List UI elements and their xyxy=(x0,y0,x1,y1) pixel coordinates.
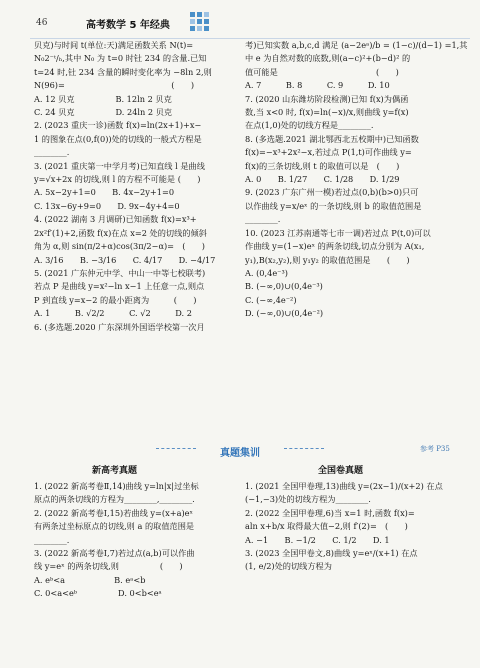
page-number: 46 xyxy=(36,18,48,28)
text-line: A. 12 贝克 B. 12ln 2 贝克 xyxy=(34,93,172,104)
text-line: 值可能是 ( ) xyxy=(245,66,399,77)
text-line: 9. (2023 广东广州一模)若过点(0,b)(b>0)只可 xyxy=(245,187,419,198)
subheading-national: 全国卷真题 xyxy=(318,466,364,476)
section-banner xyxy=(150,441,330,459)
text-line: 1 的图象在点(0,f(0))处的切线的一般式方程是 xyxy=(34,133,202,144)
text-line: t=24 时,钍 234 含量的瞬时变化率为 −8ln 2,则 xyxy=(34,66,212,77)
text-line: 角为 α,则 sin(π/2+α)cos(3π/2−α)= ( ) xyxy=(34,241,205,252)
text-line: (1, e/2)处的切线方程为 xyxy=(245,561,332,572)
right-column xyxy=(245,39,468,321)
text-line: 6. (多选题.2020 广东深圳外国语学校第一次月 xyxy=(34,321,205,332)
text-line: 4. (2022 湖南 3 月调研)已知函数 f(x)=x³+ xyxy=(34,214,197,225)
text-line: y=√x+2x 的切线,则 l 的方程不可能是 ( ) xyxy=(34,174,201,185)
text-line: C. 24 贝克 D. 24ln 2 贝克 xyxy=(34,107,173,118)
text-line: 3. (2023 全国甲卷文,8)曲线 y=eˣ/(x+1) 在点 xyxy=(245,548,418,559)
text-line: ________. xyxy=(245,214,281,225)
text-line: 7. (2020 山东潍坊阶段检测)已知 f(x)为偶函 xyxy=(245,93,409,104)
text-line: 若点 P 是曲线 y=x²−ln x−1 上任意一点,则点 xyxy=(34,281,205,292)
left-bottom-column xyxy=(34,480,234,601)
text-line: 有两条过坐标原点的切线,则 a 的取值范围是 xyxy=(34,521,195,532)
text-line: A. 1 B. √2/2 C. √2 D. 2 xyxy=(34,308,192,319)
text-line: aln x+b/x 取得最大值−2,则 f′(2)= ( ) xyxy=(245,521,408,532)
text-line: 8. (多选题.2021 湖北鄂西北五校期中)已知函数 xyxy=(245,133,419,144)
text-line: C. 13x−6y+9=0 D. 9x−4y+4=0 xyxy=(34,200,180,211)
divider-left xyxy=(156,448,196,449)
left-column xyxy=(34,39,234,334)
text-line: 作曲线 y=(1−x)eˣ 的两条切线,切点分别为 A(x₁, xyxy=(245,241,425,252)
divider-right xyxy=(284,448,324,449)
text-line: 3. (2022 新高考卷Ⅰ,7)若过点(a,b)可以作曲 xyxy=(34,548,195,559)
text-line: f(x)的三条切线,则 t 的取值可以是 ( ) xyxy=(245,160,400,171)
text-line: A. 7 B. 8 C. 9 D. 10 xyxy=(245,80,390,91)
text-line: 贝克)与时间 t(单位:天)满足函数关系 N(t)= xyxy=(34,40,194,50)
book-title: 高考数学 5 年经典 xyxy=(86,20,170,31)
text-line: ________. xyxy=(34,534,70,545)
text-line: 考)已知实数 a,b,c,d 满足 (a−2eᵃ)/b = (1−c)/(d−1) =1,其 xyxy=(245,40,468,50)
text-line: A. 3/16 B. −3/16 C. 4/17 D. −4/17 xyxy=(34,254,216,265)
text-line: 3. (2021 重庆第一中学月考)已知直线 l 是曲线 xyxy=(34,160,205,171)
text-line: 10. (2023 江苏南通等七市一调)若过点 P(t,0)可以 xyxy=(245,227,431,238)
text-line: f(x)=−x³+2x²−x,若过点 P(1,t)可作曲线 y= xyxy=(245,147,412,158)
subheading-new-gaokao: 新高考真题 xyxy=(92,466,138,476)
text-line: 1. (2021 全国甲卷理,13)曲线 y=(2x−1)/(x+2) 在点 xyxy=(245,481,443,491)
text-line: 2x²f′(1)+2,函数 f(x)在点 x=2 处的切线的倾斜 xyxy=(34,227,207,238)
text-line: y₁),B(x₂,y₂),则 y₁y₂ 的取值范围是 ( ) xyxy=(245,254,410,265)
text-line: B. (−∞,0)∪(0,4e⁻³) xyxy=(245,281,323,292)
grid-logo-icon xyxy=(190,12,216,34)
text-line: A. eᵇ<a B. eᵃ<b xyxy=(34,574,146,585)
answer-reference: 参考 P35 xyxy=(420,445,450,453)
text-line: C. (−∞,4e⁻²) xyxy=(245,294,297,305)
text-line: P 到直线 y=x−2 的最小距离为 ( ) xyxy=(34,294,197,305)
text-line: 数,当 x<0 时, f(x)=ln(−x)/x,则曲线 y=f(x) xyxy=(245,107,409,118)
text-line: ________. xyxy=(34,147,70,158)
text-line: 2. (2022 新高考卷Ⅰ,15)若曲线 y=(x+a)eˣ xyxy=(34,507,193,518)
text-line: C. 0<a<eᵇ D. 0<b<eᵃ xyxy=(34,588,162,599)
text-line: 5. (2021 广东仲元中学、中山一中等七校联考) xyxy=(34,267,206,278)
text-line: A. −1 B. −1/2 C. 1/2 D. 1 xyxy=(245,534,390,545)
text-line: N(96)= ( ) xyxy=(34,80,195,91)
text-line: 1. (2022 新高考卷Ⅱ,14)曲线 y=ln|x|过坐标 xyxy=(34,481,199,491)
text-line: A. 5x−2y+1=0 B. 4x−2y+1=0 xyxy=(34,187,175,198)
text-line: A. 0 B. 1/27 C. 1/28 D. 1/29 xyxy=(245,174,400,185)
text-line: 2. (2023 重庆一诊)函数 f(x)=ln(2x+1)+x− xyxy=(34,120,202,131)
text-line: 线 y=eˣ 的两条切线,则 ( ) xyxy=(34,561,183,572)
right-bottom-column xyxy=(245,480,457,574)
text-line: N₀2⁻ᵗ/ₕ,其中 N₀ 为 t=0 时钍 234 的含量.已知 xyxy=(34,53,207,64)
text-line: 2. (2022 全国甲卷理,6)当 x=1 时,函数 f(x)= xyxy=(245,507,415,518)
text-line: (−1,−3)处的切线方程为________. xyxy=(245,494,371,505)
text-line: 中 e 为自然对数的底数,则(a−c)²+(b−d)² 的 xyxy=(245,53,411,64)
text-line: 以作曲线 y=x/eˣ 的一条切线,则 b 的取值范围是 xyxy=(245,200,422,211)
text-line: 在点(1,0)处的切线方程是________. xyxy=(245,120,374,131)
text-line: 原点的两条切线的方程为________,________. xyxy=(34,494,195,505)
page-header xyxy=(30,6,470,39)
text-line: A. (0,4e⁻³) xyxy=(245,267,288,278)
text-line: D. (−∞,0)∪(0,4e⁻²) xyxy=(245,308,324,319)
section-title: 真题集训 xyxy=(220,448,260,459)
